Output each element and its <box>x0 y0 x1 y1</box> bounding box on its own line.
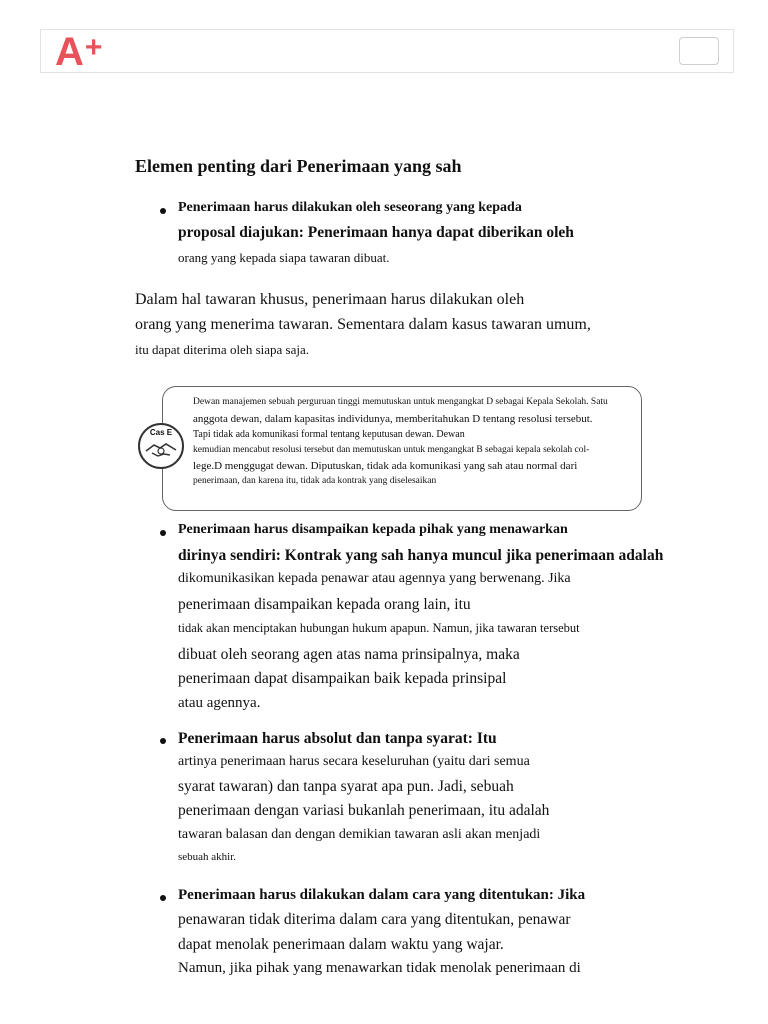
handshake-icon <box>138 423 184 469</box>
logo-letter: A <box>55 30 83 74</box>
s1-line-1: Penerimaan harus dilakukan oleh seseorang yang kepada <box>178 200 522 215</box>
logo-plus: + <box>84 31 102 64</box>
s4-line-3: dapat menolak penerimaan dalam waktu yang wajar. <box>178 936 504 953</box>
s3-line-5: tawaran balasan dan dengan demikian tawaran asli akan menjadi <box>178 827 541 842</box>
s3-line-6: sebuah akhir. <box>178 851 237 863</box>
case-line-3: Tapi tidak ada komunikasi formal tentang keputusan dewan. Dewan <box>193 429 465 440</box>
s1-line-2: proposal diajukan: Penerimaan hanya dapat diberikan oleh <box>178 224 574 241</box>
s2-line-6: dibuat oleh seorang agen atas nama prinsipalnya, maka <box>178 646 520 663</box>
s3-line-3: syarat tawaran) dan tanpa syarat apa pun. Jadi, sebuah <box>178 778 514 795</box>
s3-line-4: penerimaan dengan variasi bukanlah penerimaan, itu adalah <box>178 802 550 819</box>
s4-line-4: Namun, jika pihak yang menawarkan tidak menolak penerimaan di <box>178 960 581 976</box>
s4-line-1: Penerimaan harus dilakukan dalam cara yang ditentukan: Jika <box>178 887 586 903</box>
para-line-1: Dalam hal tawaran khusus, penerimaan harus dilakukan oleh <box>135 291 525 308</box>
bullet-icon <box>160 530 166 536</box>
case-line-1: Dewan manajemen sebuah perguruan tinggi memutuskan untuk mengangkat D sebagai Kepala Sekolah. Satu <box>193 397 608 407</box>
s2-line-2: dirinya sendiri: Kontrak yang sah hanya muncul jika penerimaan adalah <box>178 547 664 564</box>
s3-line-2: artinya penerimaan harus secara keseluruhan (yaitu dari semua <box>178 754 530 769</box>
para-line-3: itu dapat diterima oleh siapa saja. <box>135 342 309 357</box>
para-line-2: orang yang menerima tawaran. Sementara dalam kasus tawaran umum, <box>135 316 591 333</box>
s4-line-2: penawaran tidak diterima dalam cara yang ditentukan, penawar <box>178 911 571 928</box>
s1-line-3: orang yang kepada siapa tawaran dibuat. <box>178 250 390 265</box>
s2-line-3: dikomunikasikan kepada penawar atau agennya yang berwenang. Jika <box>178 571 571 586</box>
s2-line-4: penerimaan disampaikan kepada orang lain, itu <box>178 596 471 613</box>
case-line-2: anggota dewan, dalam kapasitas individunya, memberitahukan D tentang resolusi tersebut. <box>193 413 593 425</box>
s2-line-8: atau agennya. <box>178 695 261 711</box>
s2-line-5: tidak akan menciptakan hubungan hukum apapun. Namun, jika tawaran tersebut <box>178 621 580 635</box>
bullet-icon <box>160 208 166 214</box>
page-title: Elemen penting dari Penerimaan yang sah <box>135 156 462 176</box>
case-line-4: kemudian mencabut resolusi tersebut dan memutuskan untuk mengangkat B sebagai kepala sekolah col- <box>193 445 590 455</box>
s3-line-1: Penerimaan harus absolut dan tanpa syarat: Itu <box>178 730 497 747</box>
case-line-5: lege.D menggugat dewan. Diputuskan, tidak ada komunikasi yang sah atau normal dari <box>193 460 578 472</box>
s2-line-7: penerimaan dapat disampaikan baik kepada prinsipal <box>178 670 507 687</box>
bullet-icon <box>160 895 166 901</box>
case-line-6: penerimaan, dan karena itu, tidak ada kontrak yang diselesaikan <box>193 476 437 486</box>
case-icon-label: Cas E <box>149 428 173 437</box>
s2-line-1: Penerimaan harus disampaikan kepada pihak yang menawarkan <box>178 522 568 537</box>
bullet-icon <box>160 738 166 744</box>
